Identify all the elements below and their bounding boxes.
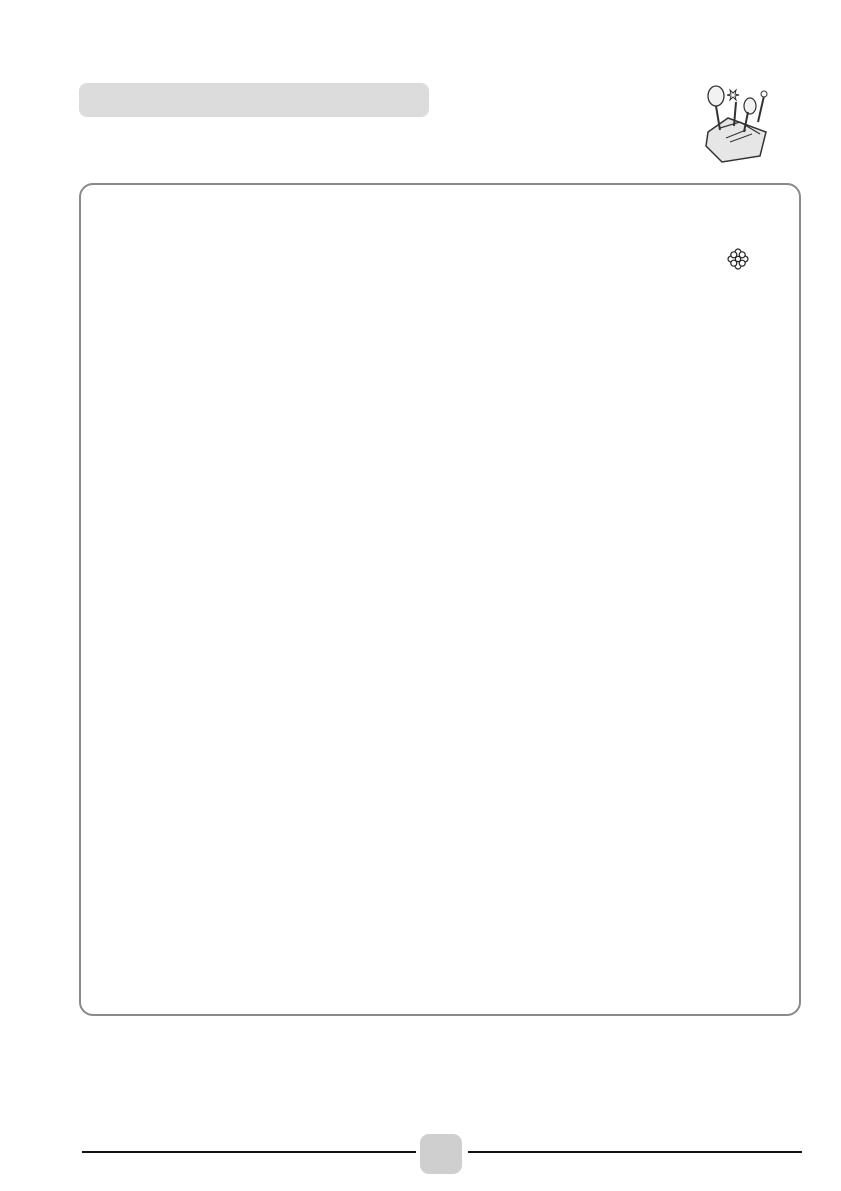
footer-rule-left: [82, 1151, 416, 1153]
page-number-badge: [420, 1134, 462, 1174]
section-title-bar: [79, 83, 429, 117]
footer-rule-right: [468, 1151, 802, 1153]
programme-table: [79, 183, 801, 1016]
detergent-drawer-icon: [700, 82, 774, 164]
flower-icon: [727, 248, 749, 270]
